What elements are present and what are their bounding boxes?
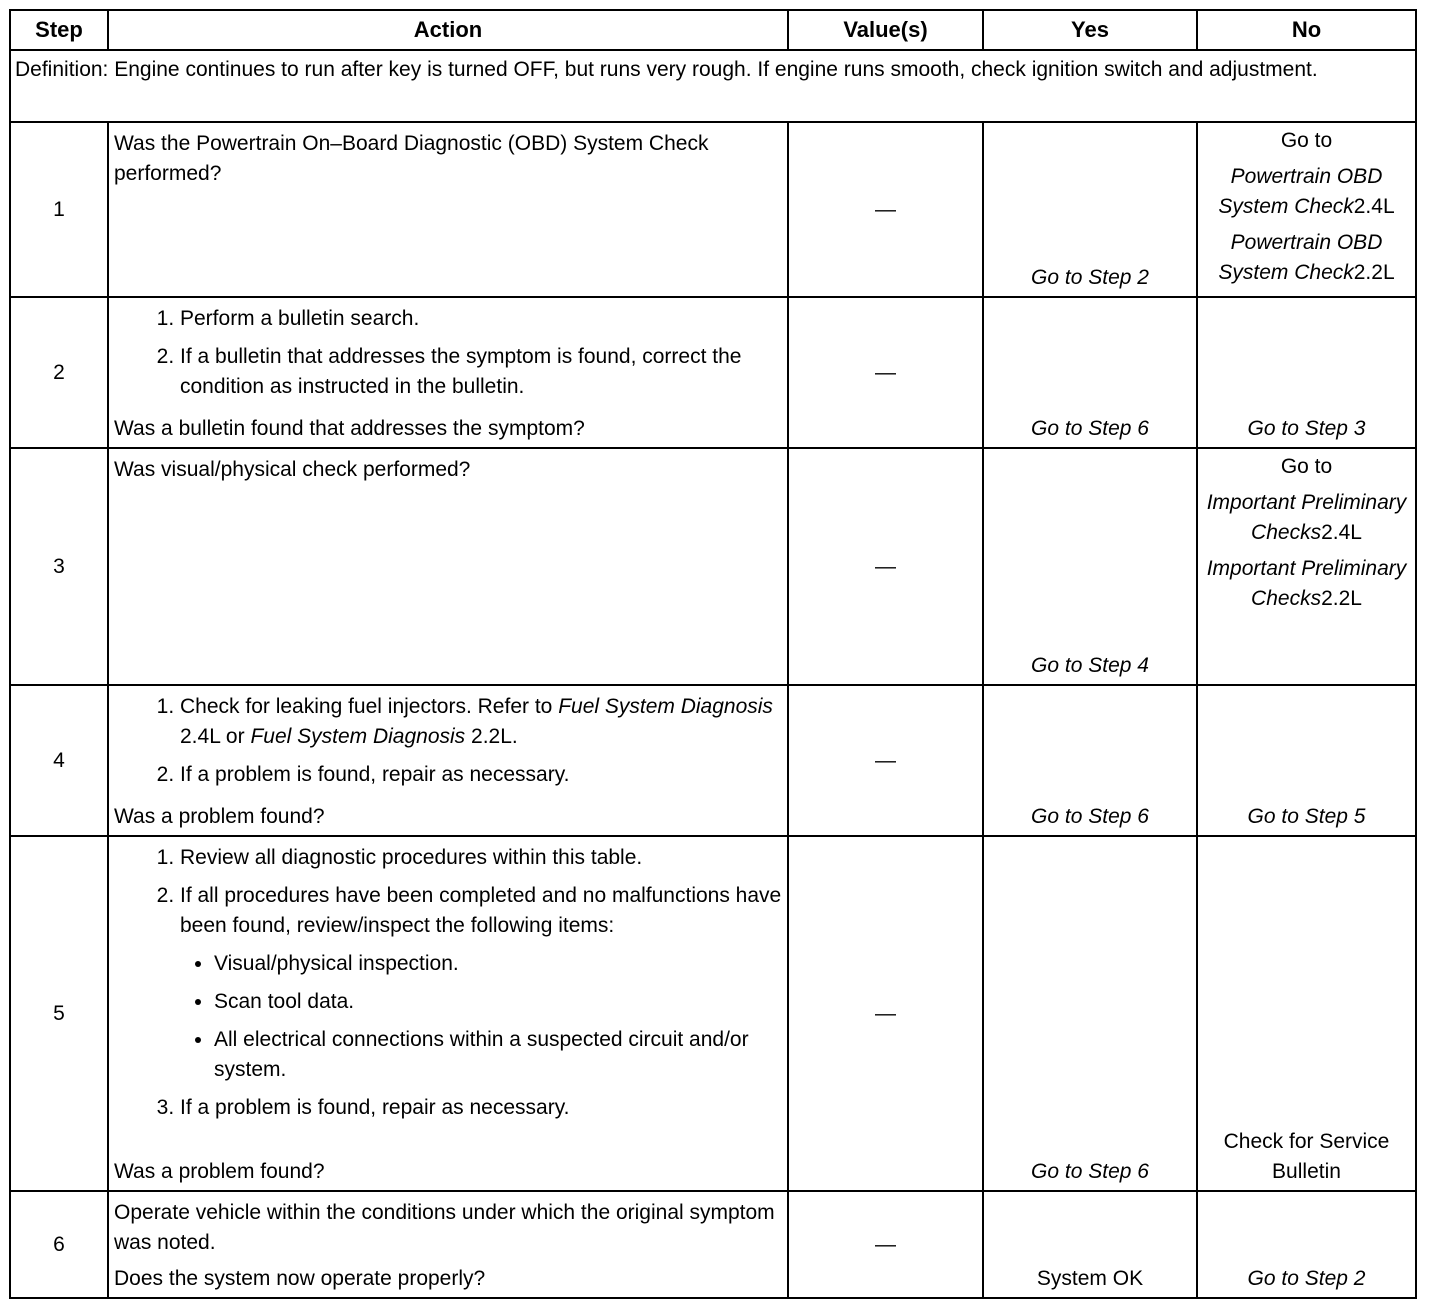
list-item: • Visual/physical inspection. [214,949,783,979]
step-number: 4 [10,685,108,836]
action-cell [108,122,788,297]
link-title: Important Preliminary Checks [1206,557,1407,610]
step-text: 2.2L. [465,725,518,748]
value-cell: — [788,836,983,1191]
header-values: Value(s) [788,10,983,50]
action-question: Does the system now operate properly? [114,1267,486,1290]
fuel-system-diagnosis-2-4l-link[interactable]: Fuel System Diagnosis [558,695,773,718]
header-no: No [1197,10,1416,50]
no-link[interactable]: Go to Step 3 [1197,297,1416,448]
no-cell [1197,448,1416,685]
inspection-items [180,949,783,1085]
action-cell [108,448,788,685]
no-link-2-4l[interactable] [1198,162,1415,222]
table-row-step-5 [10,836,1416,1191]
value-cell: — [788,122,983,297]
step-number: 2 [10,297,108,448]
step-number: 3 [10,448,108,685]
list-item: 2. If a problem is found, repair as necessary. [180,760,783,790]
no-cell [1197,122,1416,297]
no-goto-text: Go to [1280,455,1333,478]
list-item [180,692,783,752]
list-item: 2. If a bulletin that addresses the symptom is found, correct the condition as instructed in the bulletin. [180,342,783,402]
value-cell: — [788,1191,983,1298]
action-steps [114,304,783,410]
action-question: Was a problem found? [114,805,325,828]
header-row [10,10,1416,50]
diagnostic-table [9,9,1417,1299]
table-row-step-6 [10,1191,1416,1298]
value-cell: — [788,685,983,836]
header-step: Step [10,10,108,50]
table-row-step-1 [10,122,1416,297]
no-link-2-2l[interactable] [1198,554,1415,614]
link-title: Powertrain OBD System Check [1218,231,1383,284]
definition-text: Definition: Engine continues to run after key is turned OFF, but runs very rough. If engine runs smooth, check ignition switch and adjustment. [10,50,1416,122]
yes-result-text: System OK [983,1191,1197,1298]
no-link-2-4l[interactable] [1198,488,1415,548]
engine-suffix: 2.4L [1321,521,1362,544]
value-cell: — [788,448,983,685]
yes-link[interactable]: Go to Step 6 [983,836,1197,1191]
yes-link[interactable]: Go to Step 4 [983,448,1197,685]
list-item [180,881,783,1085]
header-action: Action [108,10,788,50]
no-link[interactable]: Go to Step 5 [1197,685,1416,836]
yes-link[interactable]: Go to Step 6 [983,297,1197,448]
list-item: • All electrical connections within a suspected circuit and/or system. [214,1025,783,1085]
list-item: 3. If a problem is found, repair as necessary. [180,1093,783,1123]
no-goto-text: Go to [1280,129,1333,152]
link-title: Important Preliminary Checks [1206,491,1407,544]
yes-link[interactable]: Go to Step 2 [983,122,1197,297]
action-cell [108,1191,788,1298]
table-row-step-4 [10,685,1416,836]
action-text: Operate vehicle within the conditions under which the original symptom was noted. [114,1201,775,1254]
fuel-system-diagnosis-2-2l-link[interactable]: Fuel System Diagnosis [250,725,466,748]
step-text: Check for leaking fuel injectors. Refer to [180,695,559,718]
table-row-step-2 [10,297,1416,448]
list-item: 1. Perform a bulletin search. [180,304,783,334]
action-question: Was visual/physical check performed? [114,458,471,481]
list-item: 1. Review all diagnostic procedures within this table. [180,843,783,873]
list-item: • Scan tool data. [214,987,783,1017]
engine-suffix: 2.2L [1353,261,1395,284]
no-link[interactable]: Go to Step 2 [1197,1191,1416,1298]
action-cell [108,836,788,1191]
yes-link[interactable]: Go to Step 6 [983,685,1197,836]
action-question: Was a problem found? [114,1160,325,1183]
step-number: 5 [10,836,108,1191]
value-cell: — [788,297,983,448]
no-link-2-2l[interactable] [1198,228,1415,288]
action-steps [114,692,783,798]
action-cell [108,685,788,836]
definition-row [10,50,1416,122]
header-yes: Yes [983,10,1197,50]
engine-suffix: 2.2L [1321,587,1362,610]
step-text: If all procedures have been completed and no malfunctions have been found, review/inspect the following items: [180,884,782,937]
no-action-text: Check for Service Bulletin [1197,836,1416,1191]
table-row-step-3 [10,448,1416,685]
action-question: Was the Powertrain On–Board Diagnostic (OBD) System Check performed? [114,132,709,185]
step-number: 1 [10,122,108,297]
action-cell [108,297,788,448]
link-title: Powertrain OBD System Check [1218,165,1383,218]
step-number: 6 [10,1191,108,1298]
action-question: Was a bulletin found that addresses the symptom? [114,417,585,440]
engine-suffix: 2.4L [1353,195,1395,218]
action-steps [114,843,783,1131]
step-text: 2.4L or [180,725,251,748]
